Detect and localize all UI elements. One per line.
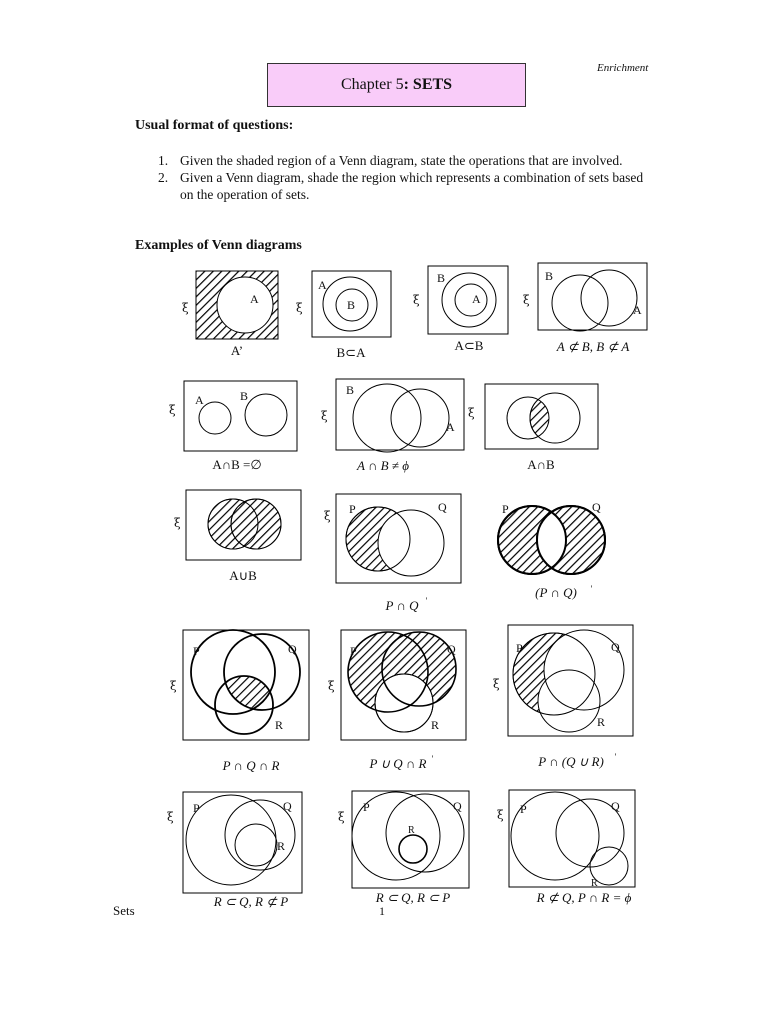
set-label: P xyxy=(363,800,370,814)
set-label: Q xyxy=(283,799,292,813)
chapter-title: : SETS xyxy=(403,76,453,93)
xi-symbol: ξ xyxy=(167,810,174,824)
set-label: Q xyxy=(438,500,447,514)
set-label: Q xyxy=(453,799,462,813)
set-label: R xyxy=(408,825,415,836)
venn-not-subset xyxy=(538,263,647,331)
set-label: Q xyxy=(447,642,456,656)
examples-heading: Examples of Venn diagrams xyxy=(135,238,302,253)
list-number: 1. xyxy=(158,153,169,168)
usual-format-heading: Usual format of questions: xyxy=(135,118,294,133)
xi-symbol: ξ xyxy=(413,293,420,307)
caption: A∩B xyxy=(527,457,555,472)
xi-symbol: ξ xyxy=(468,406,475,420)
set-label: B xyxy=(347,298,356,312)
caption: (P ∩ Q) xyxy=(535,585,577,600)
caption: A∩B =∅ xyxy=(212,457,262,472)
caption: A’ xyxy=(230,343,244,358)
enrichment-label: Enrichment xyxy=(597,62,649,74)
set-label: A xyxy=(633,303,642,317)
xi-symbol: ξ xyxy=(328,679,335,693)
xi-symbol: ξ xyxy=(324,509,331,523)
set-label: P xyxy=(193,801,200,815)
set-labels xyxy=(193,269,642,889)
set-label: P xyxy=(516,641,523,655)
set-label: Q xyxy=(611,640,620,654)
chapter-prefix: Chapter 5 xyxy=(340,76,404,93)
venn-intersection xyxy=(485,384,598,449)
caption: A∪B xyxy=(229,568,257,583)
set-label: P xyxy=(349,502,356,516)
venn-complement-intersection xyxy=(498,506,605,574)
set-label: R xyxy=(591,878,598,889)
set-label: B xyxy=(346,383,355,397)
caption-superscript: ' xyxy=(590,584,592,594)
xi-symbol: ξ xyxy=(174,516,181,530)
caption-superscript: ' xyxy=(431,754,433,764)
venn-intersection-nonempty xyxy=(336,379,464,452)
set-label: B xyxy=(437,271,446,285)
xi-symbol: ξ xyxy=(169,403,176,417)
set-label: A xyxy=(318,278,327,292)
set-label: B xyxy=(240,389,249,403)
set-label: P xyxy=(193,644,200,658)
caption: R ⊂ Q, R ⊄ P xyxy=(213,894,289,909)
caption-superscript: ' xyxy=(425,596,427,606)
set-label: R xyxy=(597,715,606,729)
set-label: Q xyxy=(288,642,297,656)
venn-union xyxy=(186,490,301,560)
footer-section-label: Sets xyxy=(113,903,135,918)
set-label: A xyxy=(250,292,259,306)
caption-superscript: ' xyxy=(614,752,616,762)
xi-symbol: ξ xyxy=(338,810,345,824)
diagram-captions xyxy=(212,338,631,909)
list-text: Given the shaded region of a Venn diagram, state the operations that are involved. xyxy=(180,153,623,168)
caption: P ∪ Q ∩ R xyxy=(369,756,427,771)
caption: A ⊄ B, B ⊄ A xyxy=(556,339,630,354)
set-label: R xyxy=(277,839,286,853)
set-label: B xyxy=(545,269,554,283)
xi-symbol: ξ xyxy=(523,293,530,307)
caption: R ⊄ Q, P ∩ R = ϕ xyxy=(536,890,632,905)
xi-symbol: ξ xyxy=(296,301,303,315)
xi-symbol: ξ xyxy=(497,808,504,822)
caption: A ∩ B ≠ ϕ xyxy=(357,458,409,473)
xi-symbol: ξ xyxy=(170,679,177,693)
caption: R ⊂ Q, R ⊂ P xyxy=(375,890,451,905)
set-label: A xyxy=(446,420,455,434)
caption: P ∩ (Q ∪ R) xyxy=(538,754,604,769)
set-label: P xyxy=(350,644,357,658)
universal-set-symbols xyxy=(167,293,530,824)
caption: P ∩ Q ∩ R xyxy=(222,758,280,773)
page-number: 1 xyxy=(379,904,385,918)
set-label: Q xyxy=(611,799,620,813)
set-label: A xyxy=(195,393,204,407)
set-label: R xyxy=(431,718,440,732)
caption: A⊂B xyxy=(454,338,484,353)
set-label: P xyxy=(520,802,527,816)
xi-symbol: ξ xyxy=(182,301,189,315)
caption: P ∩ Q xyxy=(385,598,419,613)
set-label: Q xyxy=(592,500,601,514)
set-label: P xyxy=(502,502,509,516)
set-label: A xyxy=(472,292,481,306)
venn-complement-a xyxy=(196,271,278,339)
set-label: R xyxy=(275,718,284,732)
caption: B⊂A xyxy=(336,345,366,360)
list-number: 2. xyxy=(158,170,169,185)
list-text: Given a Venn diagram, shade the region which represents a combination of sets based on the operation of sets. xyxy=(180,170,644,202)
xi-symbol: ξ xyxy=(493,677,500,691)
xi-symbol: ξ xyxy=(321,409,328,423)
